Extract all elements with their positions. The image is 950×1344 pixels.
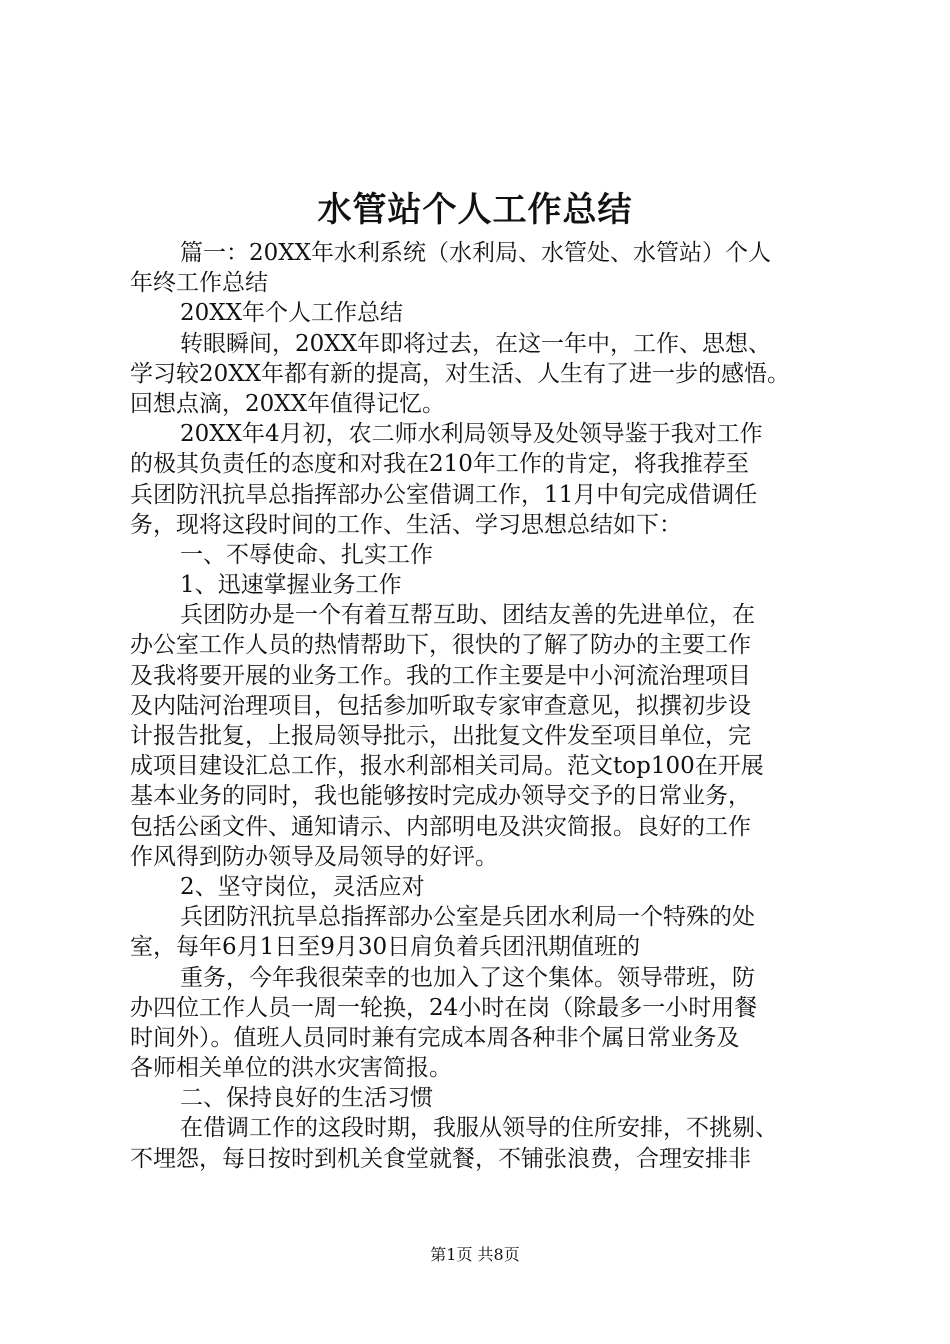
body-line: 二、保持良好的生活习惯 [180, 1085, 433, 1112]
body-line: 室，每年6月1日至9月30日肩负着兵团汛期值班的 [130, 934, 641, 961]
body-line: 各师相关单位的洪水灾害简报。 [130, 1055, 452, 1082]
body-line: 重务，今年我很荣幸的也加入了这个集体。领导带班，防 [180, 964, 755, 991]
body-line: 办公室工作人员的热情帮助下，很快的了解了防办的主要工作 [130, 632, 751, 659]
body-line: 篇一：20XX年水利系统（水利局、水管处、水管站）个人 [180, 240, 772, 266]
body-line: 学习较20XX年都有新的提高，对生活、人生有了进一步的感悟。 [130, 360, 791, 387]
body-line: 兵团防办是一个有着互帮互助、团结友善的先进单位，在 [180, 602, 755, 629]
body-line: 兵团防汛抗旱总指挥部办公室是兵团水利局一个特殊的处 [180, 904, 755, 931]
body-line: 不埋怨，每日按时到机关食堂就餐，不铺张浪费，合理安排非 [130, 1145, 751, 1172]
body-line: 及内陆河治理项目，包括参加听取专家审查意见，拟撰初步设 [130, 692, 751, 719]
body-line: 时间外）。值班人员同时兼有完成本周各种非个属日常业务及 [130, 1024, 740, 1051]
body-line: 成项目建设汇总工作，报水利部相关司局。范文top100在开展 [130, 753, 764, 780]
body-line: 包括公函文件、通知请示、内部明电及洪灾简报。良好的工作 [130, 813, 751, 840]
body-line: 一、不辱使命、扎实工作 [180, 541, 433, 568]
document-body [130, 238, 850, 1174]
body-line: 2、坚守岗位，灵活应对 [180, 873, 425, 900]
body-line: 1、迅速掌握业务工作 [180, 572, 402, 599]
body-line: 基本业务的同时，我也能够按时完成办领导交予的日常业务， [130, 783, 751, 810]
body-line: 20XX年4月初，农二师水利局领导及处领导鉴于我对工作 [180, 421, 763, 448]
page-footer: 第1页 共8页 [430, 1245, 520, 1264]
body-line: 回想点滴，20XX年值得记忆。 [130, 390, 446, 417]
body-line: 的极其负责任的态度和对我在210年工作的肯定，将我推荐至 [130, 451, 749, 478]
body-line: 在借调工作的这段时期，我服从领导的住所安排，不挑剔、 [180, 1115, 778, 1142]
body-line: 作风得到防办领导及局领导的好评。 [130, 843, 498, 870]
body-line: 办四位工作人员一周一轮换，24小时在岗（除最多一小时用餐 [130, 994, 758, 1021]
body-line: 转眼瞬间，20XX年即将过去，在这一年中，工作、思想、 [180, 330, 772, 357]
body-line: 务，现将这段时间的工作、生活、学习思想总结如下： [130, 511, 682, 538]
body-line: 及我将要开展的业务工作。我的工作主要是中小河流治理项目 [130, 662, 751, 689]
page-title: 水管站个人工作总结 [317, 190, 633, 230]
body-line: 年终工作总结 [130, 270, 268, 297]
body-line: 20XX年个人工作总结 [180, 300, 404, 327]
body-line: 兵团防汛抗旱总指挥部办公室借调工作，11月中旬完成借调任 [130, 481, 758, 508]
body-line: 计报告批复，上报局领导批示，出批复文件发至项目单位，完 [130, 723, 751, 749]
